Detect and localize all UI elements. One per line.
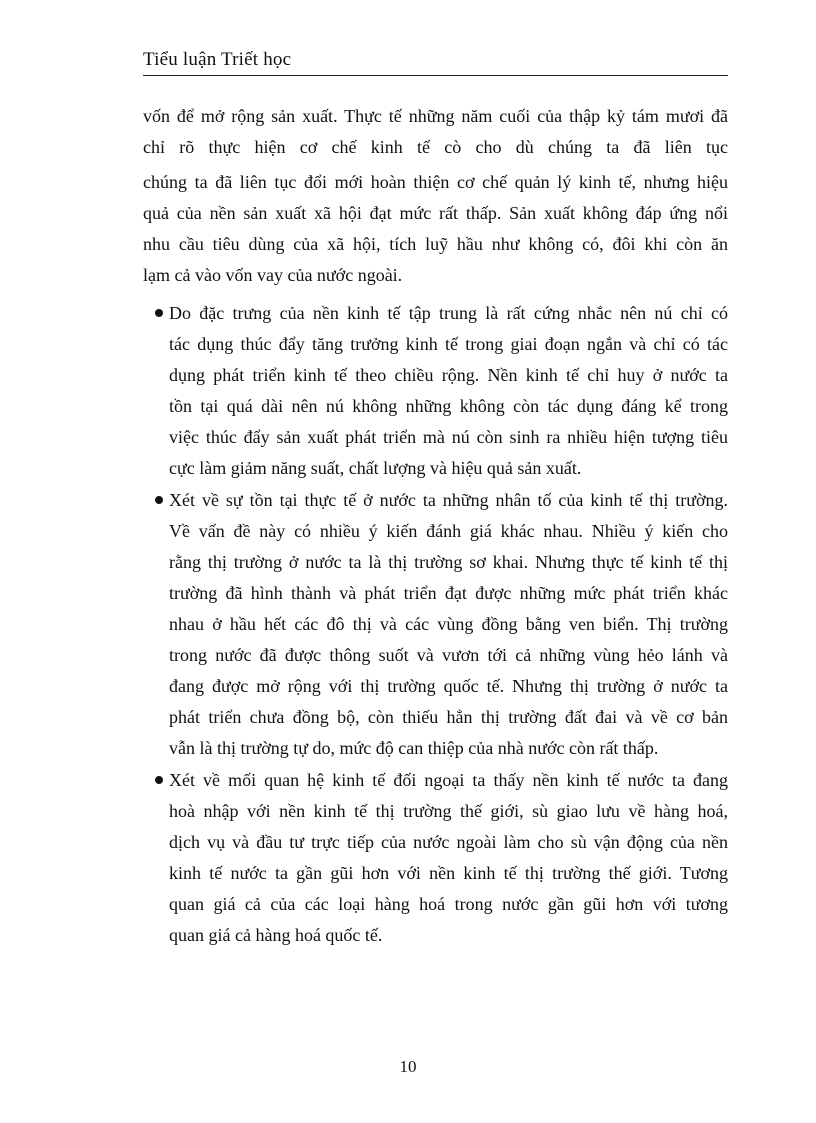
text-line: vốn để mở rộng sản xuất. Thực tế những năm cuối của thập kỷ tám mươi đã bbox=[143, 106, 728, 126]
text-line: trong nước đã được thông suốt và vươn tới cả những vùng hẻo lánh và bbox=[169, 645, 728, 665]
page-number: 10 bbox=[399, 1057, 417, 1076]
text-line: lạm cả vào vốn vay của nước ngoài. bbox=[143, 265, 403, 285]
text-line: chỉ rõ thực hiện cơ chế kinh tế cò cho dù chúng ta đã liên tục bbox=[143, 137, 728, 157]
text-line: phát triển chưa đồng bộ, còn thiếu hẳn thị trường đất đai và về cơ bản bbox=[169, 707, 728, 727]
text-line: vẫn là thị trường tự do, mức độ can thiệp của nhà nước còn rất thấp. bbox=[169, 738, 659, 758]
bullet-text bbox=[169, 298, 728, 484]
text-line: dụng phát triển kinh tế theo chiều rộng. Nền kinh tế chỉ huy ở nước ta bbox=[169, 365, 728, 385]
bullet-text bbox=[169, 765, 728, 951]
text-line: Do đặc trưng của nền kinh tế tập trung là rất cứng nhắc nên nú chỉ có bbox=[169, 303, 728, 323]
text-line: rằng thị trường ở nước ta là thị trường sơ khai. Nhưng thực tế kinh tế thị bbox=[169, 552, 728, 572]
text-line: dịch vụ và đầu tư trực tiếp của nước ngoài làm cho sù vận động của nền bbox=[169, 832, 728, 852]
bullet-icon bbox=[155, 309, 163, 317]
bullet-icon bbox=[155, 496, 163, 504]
text-line: chúng ta đã liên tục đổi mới hoàn thiện cơ chế quản lý kinh tế, nhưng hiệu bbox=[143, 172, 728, 192]
paragraph bbox=[143, 101, 728, 291]
text-line: tồn tại quá dài nên nú không những không còn tác dụng đáng kể trong bbox=[169, 396, 728, 416]
text-line: quan giá cả hàng hoá quốc tế. bbox=[169, 925, 383, 945]
page-header bbox=[143, 47, 728, 76]
bullet-text bbox=[169, 485, 728, 764]
header-title: Tiểu luận Triết học bbox=[143, 49, 292, 70]
intro-paragraph bbox=[143, 101, 728, 291]
text-line: Xét về mối quan hệ kinh tế đối ngoại ta thấy nền kinh tế nước ta đang bbox=[169, 770, 728, 790]
text-line: nhu cầu tiêu dùng của xã hội, tích luỹ hầu như không có, đôi khi còn ăn bbox=[143, 234, 728, 254]
text-line: hoà nhập với nền kinh tế thị trường thế giới, sù giao lưu về hàng hoá, bbox=[169, 801, 728, 821]
text-line: trường đã hình thành và phát triển đạt được những mức phát triển khác bbox=[169, 583, 728, 603]
text-line: nhau ở hầu hết các đô thị và các vùng đồng bằng ven biển. Thị trường bbox=[169, 614, 728, 634]
text-line: Về vấn đề này có nhiều ý kiến đánh giá khác nhau. Nhiều ý kiến cho bbox=[169, 521, 728, 541]
text-line: kinh tế nước ta gần gũi hơn với nền kinh tế thị trường thế giới. Tương bbox=[169, 863, 728, 883]
text-line: cực làm giảm năng suất, chất lượng và hiệu quả sản xuất. bbox=[169, 458, 582, 478]
text-line: tác dụng thúc đẩy tăng trưởng kinh tế trong giai đoạn ngắn và chỉ có tác bbox=[169, 334, 728, 354]
text-line: Xét về sự tồn tại thực tế ở nước ta những nhân tố của kinh tế thị trường. bbox=[169, 490, 728, 510]
bullet-icon bbox=[155, 776, 163, 784]
text-line: quả của nền sản xuất xã hội đạt mức rất thấp. Sản xuất không đáp ứng nổi bbox=[143, 203, 728, 223]
text-line: quan giá cả của các loại hàng hoá trong nước gần gũi hơn với tương bbox=[169, 894, 728, 914]
text-line: việc thúc đẩy sản xuất phát triển mà nú còn sinh ra nhiều hiện tượng tiêu bbox=[169, 427, 728, 447]
text-line: đang được mở rộng với thị trường quốc tế. Nhưng thị trường ở nước ta bbox=[169, 676, 728, 696]
